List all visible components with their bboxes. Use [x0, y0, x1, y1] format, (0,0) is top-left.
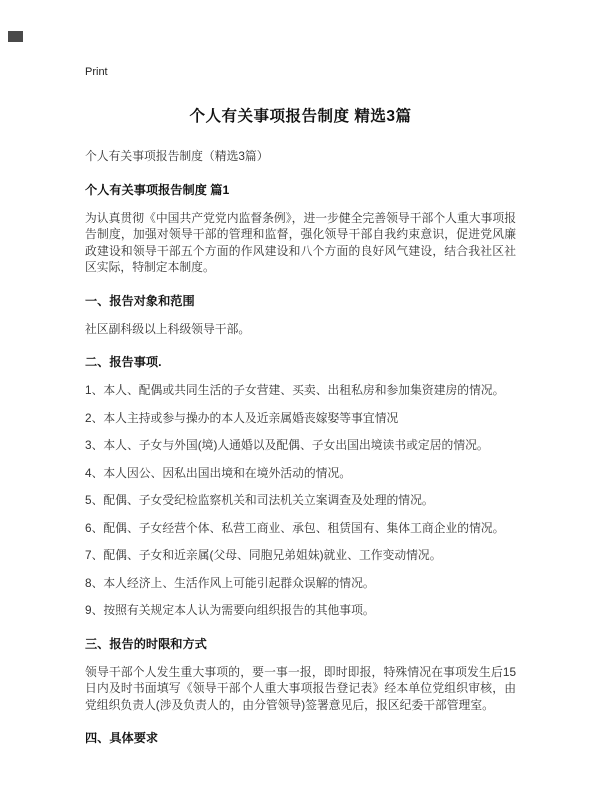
- list-item: 5、配偶、子女受纪检监察机关和司法机关立案调查及处理的情况。: [85, 493, 434, 507]
- print-link[interactable]: Print: [85, 66, 108, 78]
- section-heading: 个人有关事项报告制度 篇1: [85, 182, 230, 197]
- document-subtitle: 个人有关事项报告制度（精选3篇）: [85, 149, 269, 163]
- section-heading: 三、报告的时限和方式: [85, 636, 207, 651]
- paragraph: 领导干部个人发生重大事项的，要一事一报，即时即报，特殊情况在事项发生后15日内及时书面填写《领导干部个人重大事项报告登记表》经本单位党组织审核，由党组织负责人(涉及负责人的，由分管领导)签署意见后，报区纪委干部管理室。: [85, 664, 516, 712]
- list-item: 7、配偶、子女和近亲属(父母、同胞兄弟姐妹)就业、工作变动情况。: [85, 548, 442, 562]
- paragraph: 为认真贯彻《中国共产党党内监督条例》，进一步健全完善领导干部个人重大事项报告制度，加强对领导干部的管理和监督，强化领导干部自我约束意识，促进党风廉政建设和领导干部五个方面的作风建设和八个方面的良好风气建设，结合我社区社区实际，特制定本制度。: [85, 210, 516, 274]
- corner-marker: [8, 31, 23, 42]
- list-item: 9、按照有关规定本人认为需要向组织报告的其他事项。: [85, 603, 375, 617]
- list-item: 3、本人、子女与外国(境)人通婚以及配偶、子女出国出境读书或定居的情况。: [85, 438, 489, 452]
- paragraph: 社区副科级以上科级领导干部。: [85, 321, 251, 336]
- list-item: 6、配偶、子女经营个体、私营工商业、承包、租赁国有、集体工商企业的情况。: [85, 520, 505, 535]
- section-heading: 四、具体要求: [85, 731, 159, 745]
- document-title: 个人有关事项报告制度 精选3篇: [189, 108, 412, 125]
- list-item: 4、本人因公、因私出国出境和在境外活动的情况。: [85, 465, 352, 480]
- section-heading: 二、报告事项.: [85, 355, 162, 369]
- list-item: 1、本人、配偶或共同生活的子女营建、买卖、出租私房和参加集资建房的情况。: [85, 383, 505, 397]
- list-item: 2、本人主持或参与操办的本人及近亲属婚丧嫁娶等事宜情况: [85, 410, 399, 425]
- section-heading: 一、报告对象和范围: [85, 293, 195, 308]
- list-item: 8、本人经济上、生活作风上可能引起群众误解的情况。: [85, 575, 375, 590]
